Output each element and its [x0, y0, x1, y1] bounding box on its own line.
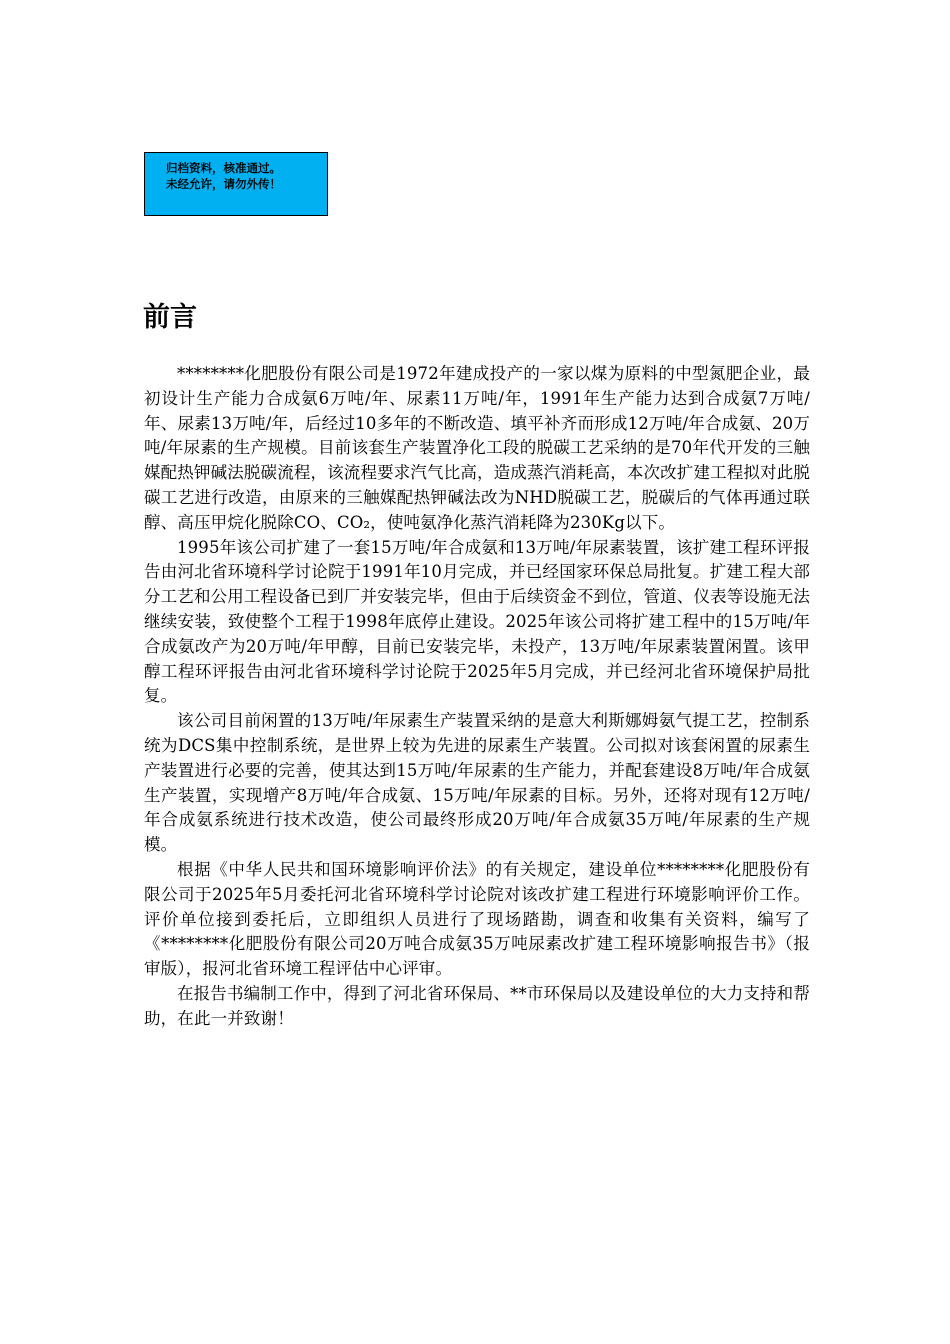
- archive-notice-line-2: 未经允许，请勿外传！: [166, 177, 281, 191]
- body-text: [144, 362, 810, 1032]
- page-heading: 前言: [143, 302, 197, 333]
- archive-notice-line-1: 归档资料，核准通过。: [166, 161, 281, 175]
- paragraph-5: 在报告书编制工作中，得到了河北省环保局、**市环保局以及建设单位的大力支持和帮助，在此一并致谢！: [144, 983, 810, 1028]
- paragraph-3: 该公司目前闲置的13万吨/年尿素生产装置采纳的是意大利斯娜姆氨气提工艺，控制系统为DCS集中控制系统，是世界上较为先进的尿素生产装置。公司拟对该套闲置的尿素生产装置进行必要的完善，使其达到15万吨/年尿素的生产能力，并配套建设8万吨/年合成氨生产装置，实现增产8万吨/年合成氨、15万吨/年尿素的目标。另外，还将对现有12万吨/年合成氨系统进行技术改造，使公司最终形成20万吨/年合成氨35万吨/年尿素的生产规模。: [144, 711, 810, 855]
- paragraph-4: 根据《中华人民共和国环境影响评价法》的有关规定，建设单位********化肥股份有限公司于2025年5月委托河北省环境科学讨论院对该改扩建工程进行环境影响评价工作。评价单位接到委托后，立即组织人员进行了现场踏勘，调查和收集有关资料，编写了《********化肥股份有限公司20万吨合成氨35万吨尿素改扩建工程环境影响报告书》（报审版），报河北省环境工程评估中心评审。: [144, 859, 810, 979]
- archive-notice-box: [144, 152, 328, 216]
- paragraph-1: ********化肥股份有限公司是1972年建成投产的一家以煤为原料的中型氮肥企业，最初设计生产能力合成氨6万吨/年、尿素11万吨/年，1991年生产能力达到合成氨7万吨/年、尿素13万吨/年，后经过10多年的不断改造、填平补齐而形成12万吨/年合成氨、20万吨/年尿素的生产规模。目前该套生产装置净化工段的脱碳工艺采纳的是70年代开发的三触媒配热钾碱法脱碳流程，该流程要求汽气比高，造成蒸汽消耗高，本次改扩建工程拟对此脱碳工艺进行改造，由原来的三触媒配热钾碱法改为NHD脱碳工艺，脱碳后的气体再通过联醇、高压甲烷化脱除CO、CO₂，使吨氨净化蒸汽消耗降为230Kg以下。: [144, 364, 811, 532]
- paragraph-2: 1995年该公司扩建了一套15万吨/年合成氨和13万吨/年尿素装置，该扩建工程环评报告由河北省环境科学讨论院于1991年10月完成，并已经国家环保总局批复。扩建工程大部分工艺和公用工程设备已到厂并安装完毕，但由于后续资金不到位，管道、仪表等设施无法继续安装，致使整个工程于1998年底停止建设。2025年该公司将扩建工程中的15万吨/年合成氨改产为20万吨/年甲醇，目前已安装完毕，未投产，13万吨/年尿素装置闲置。该甲醇工程环评报告由河北省环境科学讨论院于2025年5月完成，并已经河北省环境保护局批复。: [144, 537, 810, 706]
